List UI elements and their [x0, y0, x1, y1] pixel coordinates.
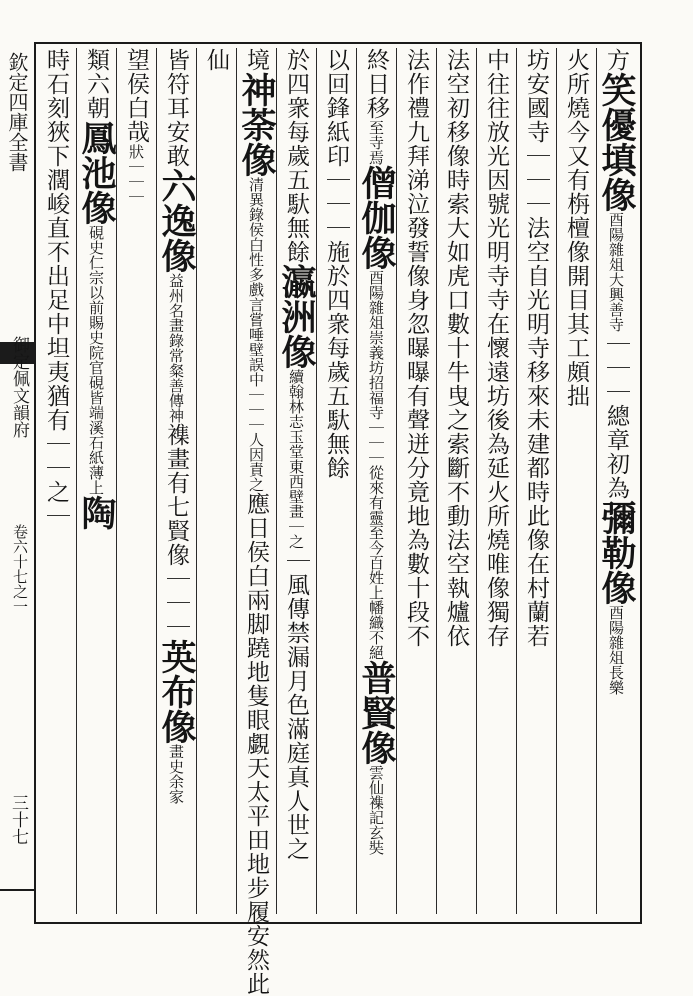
- column-rule: [196, 48, 197, 914]
- column-rule: [356, 48, 357, 914]
- collection-title: 欽定四庫全書: [5, 52, 29, 172]
- column-rule: [316, 48, 317, 914]
- annotation-text: 續翰林志玉堂東西壁畫｜之: [287, 369, 305, 549]
- text-column: [276, 48, 317, 914]
- entry-heading: 瀛洲像: [276, 264, 317, 369]
- annotation-text: 雲仙襍記玄奘: [367, 765, 385, 855]
- body-text: ｜｜｜總章初為: [603, 332, 629, 500]
- body-text: 皆符耳安敢: [163, 48, 189, 168]
- body-text: 終日移: [363, 48, 389, 120]
- annotation-text: 酉陽雜俎崇義坊招福寺｜｜｜從來有靈至今百姓上幡織不絕: [367, 270, 385, 660]
- column-rule: [76, 48, 77, 914]
- column-rule: [276, 48, 277, 914]
- body-text: 類六朝: [83, 48, 109, 120]
- page-number: 三十七: [8, 794, 28, 845]
- column-rule: [516, 48, 517, 914]
- text-column: [596, 48, 637, 914]
- body-text: 應日侯白兩脚蹺地隻眼覷天太平田地步履安然此: [243, 492, 269, 996]
- entry-heading: 英布像: [156, 639, 197, 744]
- text-column: [318, 48, 354, 914]
- entry-heading: 普賢像: [356, 660, 397, 765]
- entry-heading: 陶: [76, 495, 117, 530]
- text-column: [518, 48, 554, 914]
- body-text: 境: [243, 48, 269, 72]
- body-text: 方: [603, 48, 629, 72]
- book-title: 御定佩文韻府: [9, 336, 29, 438]
- body-text: 以回鋒紙印｜｜｜施於四衆每歲五馱無餘: [323, 48, 349, 480]
- text-column: [356, 48, 397, 914]
- annotation-text: 狀｜｜｜: [127, 144, 145, 204]
- body-text: 中往往放光因號光明寺寺在懷遠坊後為延火所燒唯像獨存: [483, 48, 509, 648]
- body-text: 仙: [203, 48, 229, 72]
- page-margin: [0, 44, 34, 920]
- entry-heading: 優填像: [596, 107, 637, 212]
- text-column: [118, 48, 154, 914]
- entry-heading: 六逸像: [156, 168, 197, 273]
- column-rule: [156, 48, 157, 914]
- annotation-text: 畫史余家: [167, 744, 185, 804]
- text-column: [156, 48, 197, 914]
- volume-label: 卷六十七之一: [11, 524, 29, 614]
- text-column: [438, 48, 474, 914]
- annotation-text: 硯史仁宗以前賜史院官硯皆端溪石紙薄上: [87, 225, 105, 495]
- text-column: [198, 48, 234, 914]
- text-column: [38, 48, 74, 914]
- entry-heading: 僧伽像: [356, 165, 397, 270]
- body-text: 望侯白哉: [123, 48, 149, 144]
- body-text: 坊安國寺｜｜｜法空自光明寺移來未建都時此像在村蘭若: [523, 48, 549, 648]
- text-column: [398, 48, 434, 914]
- text-column: [478, 48, 514, 914]
- column-rule: [236, 48, 237, 914]
- body-text: 狹下濶峻直不出足中坦夷猶有｜｜之｜: [43, 120, 69, 528]
- entry-heading: 彌勒像: [596, 500, 637, 605]
- entry-heading: 鳳池像: [76, 120, 117, 225]
- entry-heading: 笑: [596, 72, 637, 107]
- text-column: [558, 48, 594, 914]
- body-text: ｜風傳禁漏月色滿庭真人世之: [283, 549, 309, 861]
- body-text: 襍畫有七賢像｜｜｜: [163, 423, 189, 639]
- text-column: [76, 48, 117, 914]
- annotation-text: 清異錄侯白性多戲言嘗唾壁誤中｜｜｜人因責之: [247, 177, 265, 492]
- column-rule: [556, 48, 557, 914]
- body-text: 法作禮九拜涕泣發誓像身忽曝曝有聲迸分竟地為數十段不: [403, 48, 429, 648]
- text-column: [236, 48, 277, 996]
- column-rule: [396, 48, 397, 914]
- column-rule: [116, 48, 117, 914]
- column-rule: [476, 48, 477, 914]
- entry-heading: 神荼像: [236, 72, 277, 177]
- body-text: 時石刻: [43, 48, 69, 120]
- tail-rule: [0, 889, 34, 891]
- body-text: 法空初移像時索大如虎口數十牛曳之索斷不動法空執爐依: [443, 48, 469, 648]
- body-text: 火所燒今又有栴檀像開目其工頗拙: [563, 48, 589, 408]
- annotation-text: 至寺焉: [367, 120, 385, 165]
- annotation-text: 酉陽雜俎長樂: [607, 605, 625, 695]
- annotation-text: 益州名畫錄常粲善傳神: [167, 273, 185, 423]
- column-rule: [596, 48, 597, 914]
- body-text: 於四衆每歲五馱無餘: [283, 48, 309, 264]
- annotation-text: 酉陽雜俎大興善寺: [607, 212, 625, 332]
- column-rule: [436, 48, 437, 914]
